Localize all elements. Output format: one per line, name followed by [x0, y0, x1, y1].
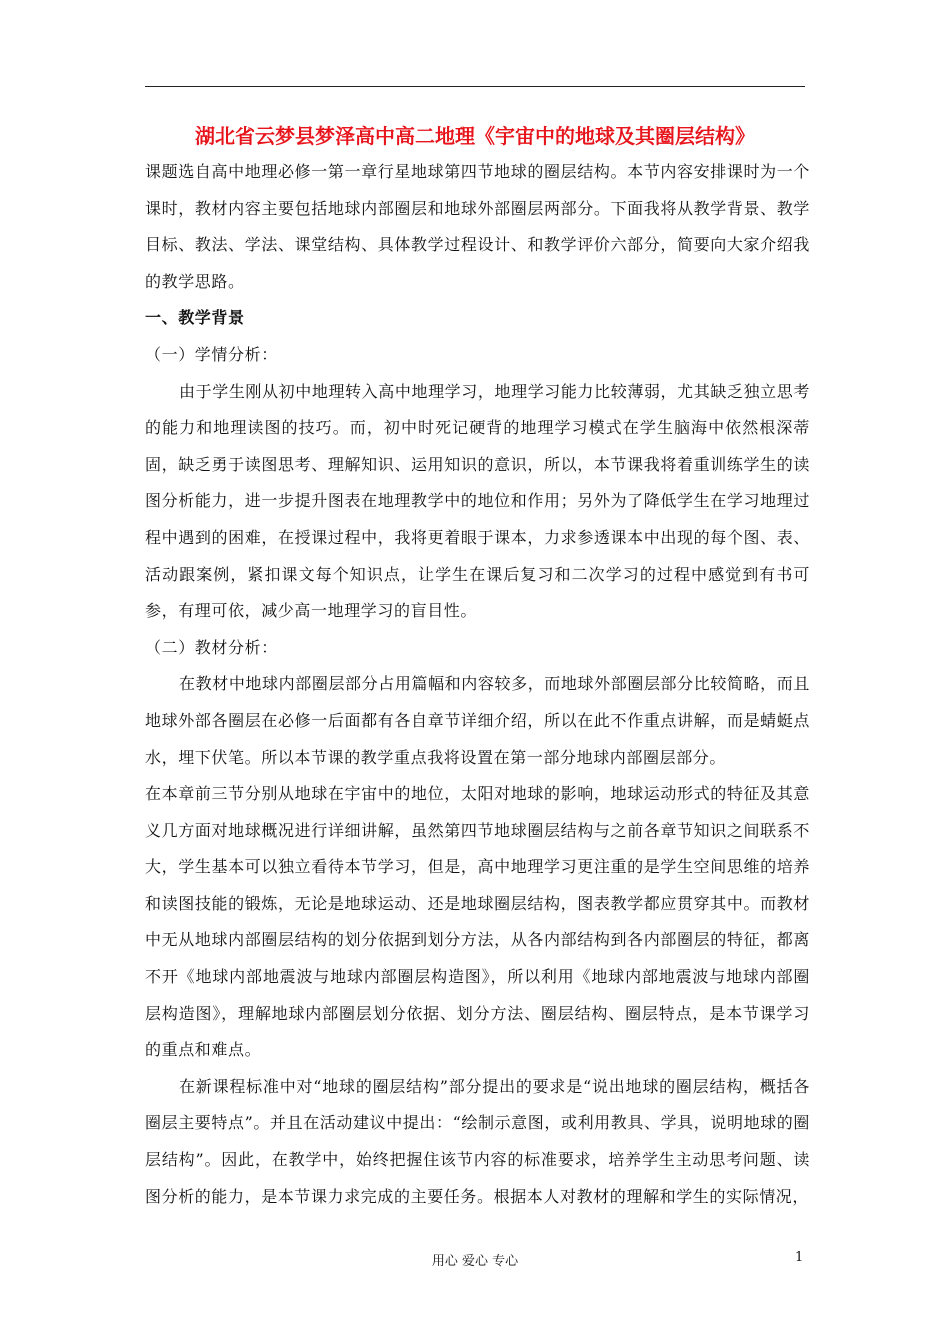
header-rule	[145, 86, 805, 87]
intro-paragraph: 课题选自高中地理必修一第一章行星地球第四节地球的圈层结构。本节内容安排课时为一个课时，教材内容主要包括地球内部圈层和地球外部圈层两部分。下面我将从教学背景、教学目标、教法、学法、课堂结构、具体教学过程设计、和教学评价六部分，简要向大家介绍我的教学思路。	[145, 162, 810, 291]
subheading-textbook-analysis: （二）教材分析：	[145, 637, 278, 657]
footer-motto: 用心 爱心 专心	[431, 1254, 519, 1269]
paragraph-textbook-analysis: 在教材中地球内部圈层部分占用篇幅和内容较多，而地球外部圈层部分比较简略，而且地球外部各圈层在必修一后面都有各自章节详细介绍，所以在此不作重点讲解，而是蜻蜓点水，埋下伏笔。所以本节课的教学重点我将设置在第一部分地球内部圈层部分。	[145, 674, 810, 767]
paragraph-student-analysis: 由于学生刚从初中地理转入高中地理学习，地理学习能力比较薄弱，尤其缺乏独立思考的能力和地理读图的技巧。而，初中时死记硬背的地理学习模式在学生脑海中依然根深蒂固，缺乏勇于读图思考、理解知识、运用知识的意识，所以，本节课我将着重训练学生的读图分析能力，进一步提升图表在地理教学中的地位和作用；另外为了降低学生在学习地理过程中遇到的困难，在授课过程中，我将更着眼于课本，力求参透课本中出现的每个图、表、活动跟案例，紧扣课文每个知识点，让学生在课后复习和二次学习的过程中感觉到有书可参，有理可依，减少高一地理学习的盲目性。	[145, 381, 810, 621]
subheading-student-analysis: （一）学情分析：	[145, 344, 278, 364]
paragraph-chapter-context: 在本章前三节分别从地球在宇宙中的地位，太阳对地球的影响，地球运动形式的特征及其意义几方面对地球概况进行详细讲解，虽然第四节地球圈层结构与之前各章节知识之间联系不大，学生基本可以独立看待本节学习，但是，高中地理学习更注重的是学生空间思维的培养和读图技能的锻炼，无论是地球运动、还是地球圈层结构，图表教学都应贯穿其中。而教材中无从地球内部圈层结构的划分依据到划分方法，从各内部结构到各内部圈层的特征，都离不开《地球内部地震波与地球内部圈层构造图》，所以利用《地球内部地震波与地球内部圈层构造图》，理解地球内部圈层划分依据、划分方法、圈层结构、圈层特点，是本节课学习的重点和难点。	[145, 784, 810, 1060]
paragraph-curriculum-standard: 在新课程标准中对“地球的圈层结构”部分提出的要求是“说出地球的圈层结构，概括各圈层主要特点”。并且在活动建议中提出：“绘制示意图，或利用教具、学具，说明地球的圈层结构”。因此，在教学中，始终把握住该节内容的标准要求，培养学生主动思考问题、读图分析的能力，是本节课力求完成的主要任务。根据本人对教材的理解和学生的实际情况，	[145, 1076, 810, 1206]
page-number: 1	[795, 1250, 804, 1265]
document-body	[145, 154, 810, 1215]
section-heading-teaching-background: 一、教学背景	[145, 308, 245, 328]
document-title: 湖北省云梦县梦泽高中高二地理《宇宙中的地球及其圈层结构》	[195, 124, 755, 148]
